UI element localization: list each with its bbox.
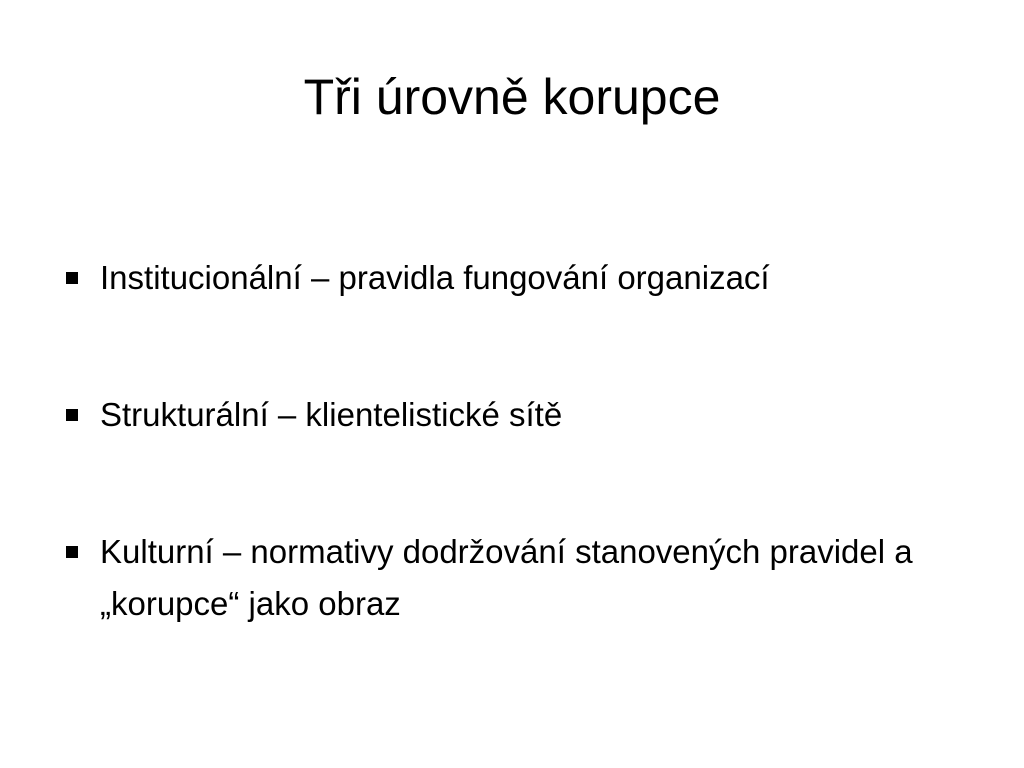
- bullet-text: Strukturální – klientelistické sítě: [100, 396, 563, 433]
- square-bullet-icon: [64, 389, 100, 441]
- slide-title: Tři úrovně korupce: [303, 69, 721, 125]
- bullet-list: [64, 252, 964, 630]
- bullet-item: [64, 389, 964, 441]
- bullet-text: Institucionální – pravidla fungování organizací: [100, 259, 770, 296]
- bullet-item: [64, 252, 964, 304]
- bullet-item: [64, 526, 964, 630]
- square-bullet-icon: [64, 526, 100, 578]
- bullet-text: Kulturní – normativy dodržování stanovených pravidel a „korupce“ jako obraz: [100, 533, 913, 622]
- square-bullet-icon: [64, 252, 100, 304]
